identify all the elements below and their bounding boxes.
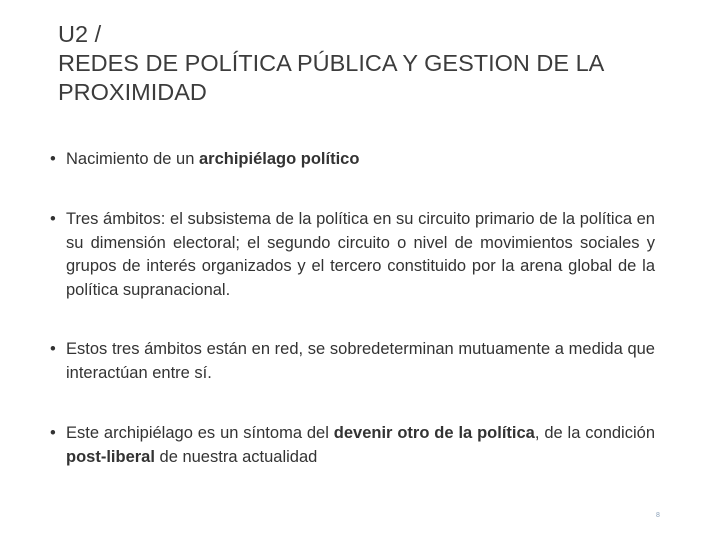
bullet-4-emphasis-a: devenir otro de la política bbox=[333, 424, 535, 442]
bullet-item-4 bbox=[50, 422, 655, 469]
bullet-1-emphasis: archipiélago político bbox=[199, 150, 360, 168]
bullet-4-text-c: de nuestra actualidad bbox=[154, 447, 318, 466]
bullet-2-text: Tres ámbitos: el subsistema de la política en su circuito primario de la política en su dimensión electoral; el segundo circuito o nivel de movimientos sociales y grupos de interés organizados y el tercero constituido por la arena global de la política supranacional. bbox=[66, 210, 655, 299]
bullet-glyph: • bbox=[50, 210, 56, 228]
bullet-4-text-b: , de la condición bbox=[534, 424, 655, 442]
slide-title bbox=[58, 20, 678, 107]
title-line-3: PROXIMIDAD bbox=[58, 79, 207, 105]
title-line-2: REDES DE POLÍTICA PÚBLICA Y GESTION DE LA bbox=[58, 50, 605, 76]
bullet-4-text-a: Este archipiélago es un síntoma del bbox=[66, 424, 334, 442]
bullet-item-3 bbox=[50, 338, 655, 385]
title-line-1: U2 / bbox=[58, 21, 102, 47]
bullet-glyph: • bbox=[50, 424, 56, 442]
bullet-4-emphasis-b: post-liberal bbox=[66, 447, 155, 466]
bullet-glyph: • bbox=[50, 340, 56, 358]
page-number: 8 bbox=[656, 512, 660, 519]
bullet-1-text: Nacimiento de un bbox=[66, 150, 199, 168]
bullet-glyph: • bbox=[50, 150, 56, 168]
bullet-3-text: Estos tres ámbitos están en red, se sobredeterminan mutuamente a medida que interactúan entre sí. bbox=[66, 340, 655, 382]
bullet-item-2 bbox=[50, 208, 655, 302]
bullet-item-1 bbox=[50, 148, 655, 172]
